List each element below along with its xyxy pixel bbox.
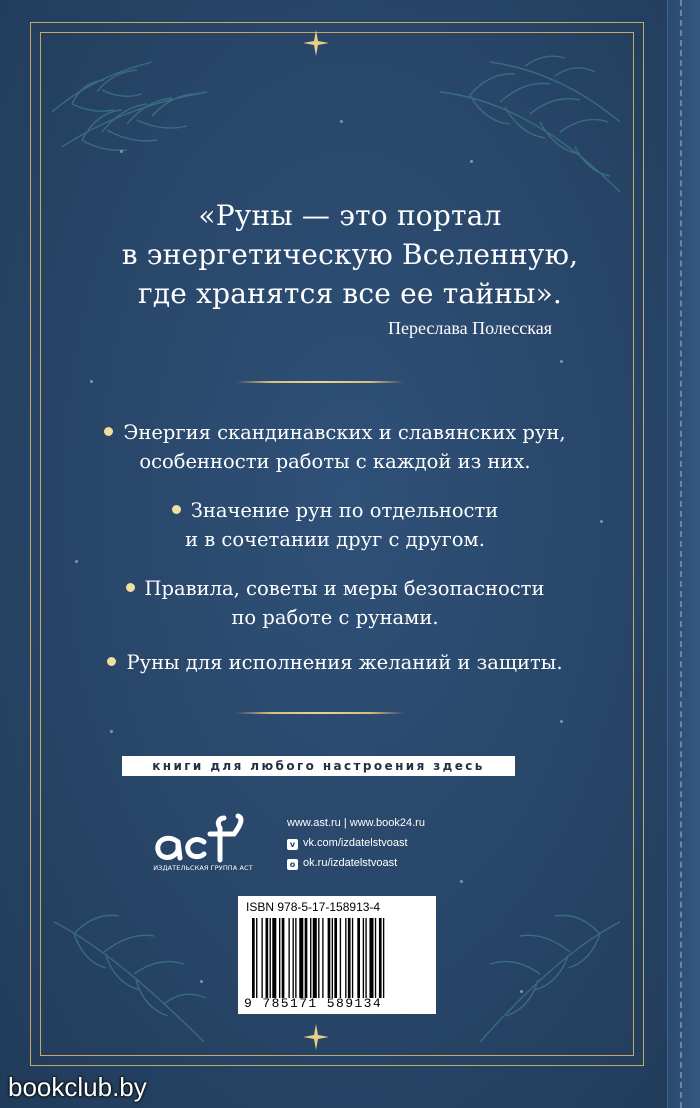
- barcode-bar: [383, 918, 384, 998]
- feature-text: и в сочетании друг с другом.: [185, 528, 485, 551]
- barcode-bar: [261, 918, 262, 998]
- quote-line: где хранятся все ее тайны».: [137, 277, 563, 310]
- publisher-links: [287, 813, 425, 873]
- barcode-bar: [375, 918, 376, 998]
- barcode-bar: [318, 918, 319, 998]
- feature-item: [70, 418, 600, 476]
- barcode-bar: [340, 918, 341, 998]
- barcode-bar: [348, 918, 351, 998]
- feature-text: Правила, советы и меры безопасности: [144, 577, 545, 600]
- fern-leaves-ornament: [44, 912, 214, 1052]
- feature-text: особенности работы с каждой из них.: [139, 450, 531, 473]
- tagline-banner: книги для любого настроения здесь: [122, 756, 515, 776]
- barcode-bar: [363, 918, 364, 998]
- barcode-bar: [272, 918, 276, 998]
- vk-icon: v: [287, 839, 298, 850]
- bullet-dot-icon: [104, 427, 113, 436]
- barcode-bar: [293, 918, 294, 998]
- feature-item: [70, 648, 600, 677]
- barcode-bar: [313, 918, 317, 998]
- feature-item: [70, 574, 600, 632]
- barcode-bar: [252, 918, 255, 998]
- quote-author: Переслава Полесская: [387, 318, 552, 338]
- sparkle-star-icon: [303, 30, 329, 56]
- barcode-bar: [295, 918, 296, 998]
- barcode-bar: [288, 918, 289, 998]
- barcode-bar: [279, 918, 280, 998]
- watermark-text: bookclub.by: [8, 1072, 147, 1102]
- barcode-bar: [365, 918, 366, 998]
- barcode-bar: [334, 918, 337, 998]
- fern-leaves-ornament: [42, 52, 212, 162]
- barcode-bar: [328, 918, 331, 998]
- barcode-bar: [256, 918, 257, 998]
- quote-line: в энергетическую Вселенную,: [121, 238, 579, 271]
- barcode-bar: [369, 918, 373, 998]
- quote-text: [100, 196, 600, 313]
- vk-link[interactable]: vk.com/izdatelstvoast: [303, 837, 408, 849]
- gold-divider: [236, 381, 404, 383]
- barcode-bar: [266, 918, 269, 998]
- book-spine: [667, 0, 700, 1108]
- site-links[interactable]: www.ast.ru | www.book24.ru: [287, 817, 425, 829]
- barcode-bar: [379, 918, 382, 998]
- feature-text: Значение рун по отдельности: [190, 499, 499, 522]
- barcode-bar: [345, 918, 346, 998]
- fern-leaves-ornament: [470, 912, 630, 1052]
- feature-text: Энергия скандинавских и славянских рун,: [123, 421, 566, 444]
- bullet-dot-icon: [107, 657, 116, 666]
- feature-item: [70, 496, 600, 554]
- feature-text: по работе с рунами.: [231, 606, 439, 629]
- barcode-bar: [299, 918, 303, 998]
- sparkle-star-icon: [303, 1024, 329, 1050]
- fern-leaves-ornament: [430, 52, 630, 202]
- bullet-dot-icon: [126, 583, 135, 592]
- feature-text: Руны для исполнения желаний и защиты.: [126, 651, 563, 674]
- barcode-bar: [357, 918, 360, 998]
- barcode-bar: [352, 918, 353, 998]
- gold-divider: [236, 712, 404, 714]
- barcode-digits: 9 785171 589134: [244, 996, 383, 1011]
- ok-link[interactable]: ok.ru/izdatelstvoast: [303, 857, 398, 869]
- barcode-bar: [322, 918, 323, 998]
- barcode-bar: [305, 918, 308, 998]
- ok-icon: o: [287, 859, 298, 870]
- barcode-bar: [270, 918, 271, 998]
- isbn-label: ISBN 978-5-17-158913-4: [246, 900, 381, 914]
- publisher-caption: ИЗДАТЕЛЬСКАЯ ГРУППА АСТ: [153, 864, 253, 872]
- spine-stitch-line: [680, 0, 682, 1108]
- bullet-dot-icon: [172, 505, 181, 514]
- barcode-bar: [310, 918, 311, 998]
- barcode-bar: [332, 918, 333, 998]
- barcode-bar: [282, 918, 285, 998]
- barcode-bars: [252, 918, 430, 998]
- barcode: [238, 896, 436, 1014]
- quote-line: «Руны — это портал: [198, 199, 502, 232]
